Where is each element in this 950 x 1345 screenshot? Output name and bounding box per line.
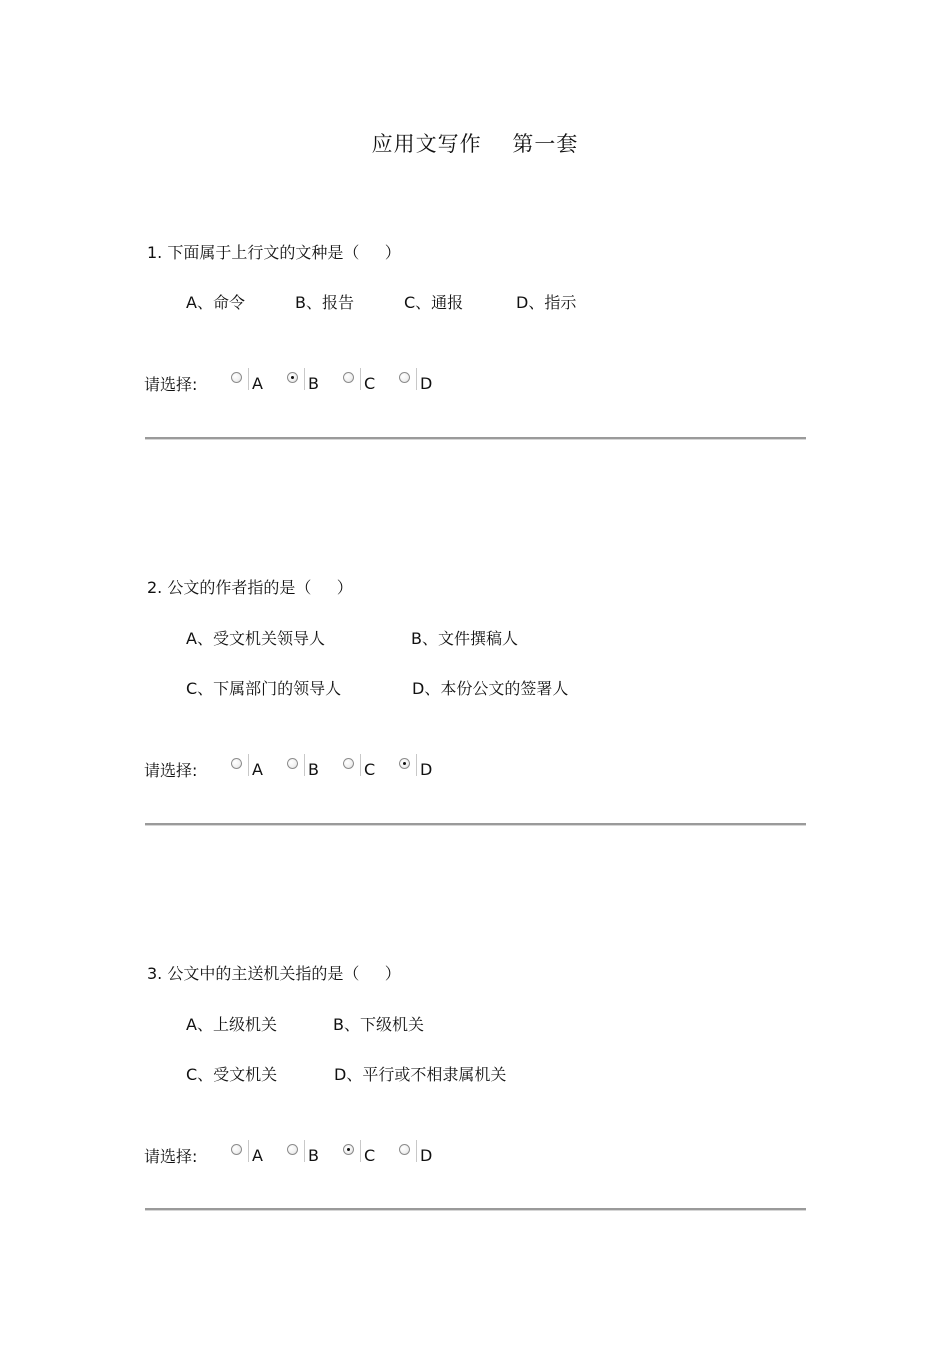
choice-b[interactable] (287, 368, 343, 398)
option-b-text: B、报告 (295, 293, 354, 312)
select-label: 请选择: (144, 375, 198, 394)
choice-separator (304, 368, 305, 390)
choice-separator (416, 754, 417, 776)
choice-letter-a: A (252, 760, 263, 779)
option-a-text: A、命令 (186, 293, 245, 312)
choice-a[interactable] (231, 1140, 287, 1170)
radio-button-c[interactable] (343, 372, 354, 383)
option-a-text: A、上级机关 (186, 1015, 277, 1034)
question-2 (0, 575, 950, 875)
choice-separator (360, 368, 361, 390)
radio-selected-dot-icon (347, 1148, 350, 1151)
answer-select-row (144, 754, 464, 784)
choice-letter-d: D (420, 374, 433, 393)
radio-button-b-selected[interactable] (287, 372, 298, 383)
option-b-text: B、下级机关 (333, 1015, 424, 1034)
choice-letter-d: D (420, 760, 433, 779)
choice-separator (360, 1140, 361, 1162)
option-c-text: C、下属部门的领导人 (186, 679, 342, 698)
option-d-text: D、本份公文的签署人 (412, 679, 569, 698)
choice-separator (248, 1140, 249, 1162)
section-divider (145, 1208, 806, 1211)
radio-button-a[interactable] (231, 1144, 242, 1155)
question-text: 3. 公文中的主送机关指的是（ ） (147, 964, 401, 983)
choice-c[interactable] (343, 368, 399, 398)
radio-button-d[interactable] (399, 372, 410, 383)
question-text: 2. 公文的作者指的是（ ） (147, 578, 353, 597)
select-label: 请选择: (144, 1147, 198, 1166)
choice-separator (248, 368, 249, 390)
question-3 (0, 961, 950, 1261)
choice-c[interactable] (343, 1140, 399, 1170)
radio-button-c-selected[interactable] (343, 1144, 354, 1155)
choice-letter-a: A (252, 374, 263, 393)
choice-c[interactable] (343, 754, 399, 784)
option-c-text: C、受文机关 (186, 1065, 278, 1084)
choice-separator (416, 368, 417, 390)
select-label: 请选择: (144, 761, 198, 780)
choice-b[interactable] (287, 754, 343, 784)
option-a-text: A、受文机关领导人 (186, 629, 325, 648)
choice-separator (304, 1140, 305, 1162)
radio-button-c[interactable] (343, 758, 354, 769)
choice-separator (360, 754, 361, 776)
radio-button-a[interactable] (231, 372, 242, 383)
choice-letter-c: C (364, 374, 376, 393)
choice-d[interactable] (399, 1140, 455, 1170)
radio-button-b[interactable] (287, 1144, 298, 1155)
section-divider (145, 823, 806, 826)
choice-d[interactable] (399, 754, 455, 784)
choice-letter-b: B (308, 374, 319, 393)
radio-selected-dot-icon (291, 376, 294, 379)
choice-separator (416, 1140, 417, 1162)
question-1 (0, 240, 950, 540)
option-d-text: D、指示 (516, 293, 577, 312)
option-c-text: C、通报 (404, 293, 464, 312)
choice-b[interactable] (287, 1140, 343, 1170)
choice-letter-c: C (364, 1146, 376, 1165)
section-divider (145, 437, 806, 440)
answer-select-row (144, 368, 464, 398)
choice-a[interactable] (231, 368, 287, 398)
choice-d[interactable] (399, 368, 455, 398)
choice-separator (248, 754, 249, 776)
radio-button-a[interactable] (231, 758, 242, 769)
choice-separator (304, 754, 305, 776)
radio-selected-dot-icon (403, 762, 406, 765)
option-b-text: B、文件撰稿人 (411, 629, 518, 648)
radio-button-d[interactable] (399, 1144, 410, 1155)
choice-letter-d: D (420, 1146, 433, 1165)
choice-a[interactable] (231, 754, 287, 784)
choice-letter-b: B (308, 760, 319, 779)
answer-select-row (144, 1140, 464, 1170)
page-title: 应用文写作 第一套 (371, 132, 579, 156)
choice-letter-c: C (364, 760, 376, 779)
option-d-text: D、平行或不相隶属机关 (334, 1065, 507, 1084)
choice-letter-a: A (252, 1146, 263, 1165)
radio-button-d-selected[interactable] (399, 758, 410, 769)
question-text: 1. 下面属于上行文的文种是（ ） (147, 243, 401, 262)
choice-letter-b: B (308, 1146, 319, 1165)
radio-button-b[interactable] (287, 758, 298, 769)
